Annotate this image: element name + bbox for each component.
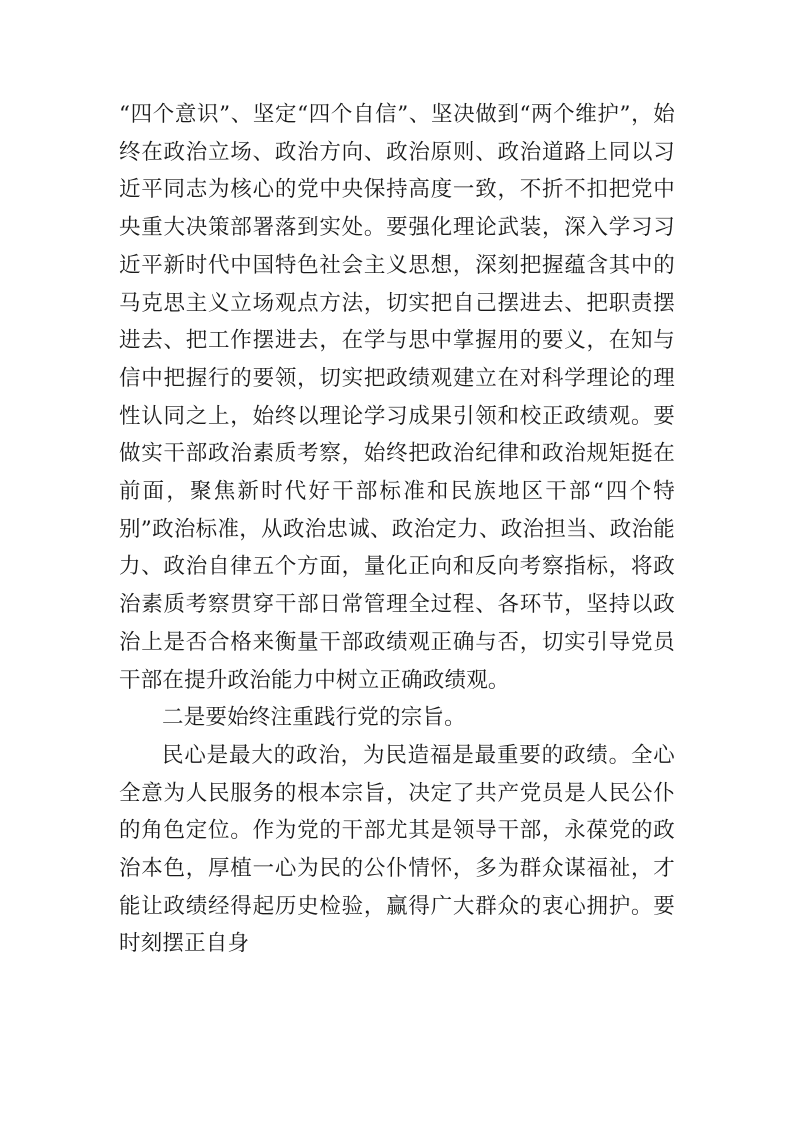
document-page — [119, 96, 675, 963]
paragraph-political-loyalty: “四个意识”、坚定“四个自信”、坚决做到“两个维护”，始终在政治立场、政治方向、政治原则、政治道路上同以习近平同志为核心的党中央保持高度一致，不折不扣把党中央重大决策部署落到实处。要强化理论武装，深入学习习近平新时代中国特色社会主义思想，深刻把握蕴含其中的马克思主义立场观点方法，切实把自己摆进去、把职责摆进去、把工作摆进去，在学与思中掌握用的要义，在知与信中把握行的要领，切实把政绩观建立在对科学理论的理性认同之上，始终以理论学习成果引领和校正政绩观。要做实干部政治素质考察，始终把政治纪律和政治规矩挺在前面，聚焦新时代好干部标准和民族地区干部“四个特别”政治标准，从政治忠诚、政治定力、政治担当、政治能力、政治自律五个方面，量化正向和反向考察指标，将政治素质考察贯穿干部日常管理全过程、各环节，坚持以政治上是否合格来衡量干部政绩观正确与否，切实引导党员干部在提升政治能力中树立正确政绩观。 — [119, 102, 675, 693]
section-heading-party-purpose: 二是要始终注重践行党的宗旨。 — [162, 705, 466, 731]
paragraph-serving-people: 民心是最大的政治，为民造福是最重要的政绩。全心全意为人民服务的根本宗旨，决定了共产党员是人民公仆的角色定位。作为党的干部尤其是领导干部，永葆党的政治本色，厚植一心为民的公仆情怀，多为群众谋福祉，才能让政绩经得起历史检验，赢得广大群众的衷心拥护。要时刻摆正自身 — [119, 742, 675, 957]
